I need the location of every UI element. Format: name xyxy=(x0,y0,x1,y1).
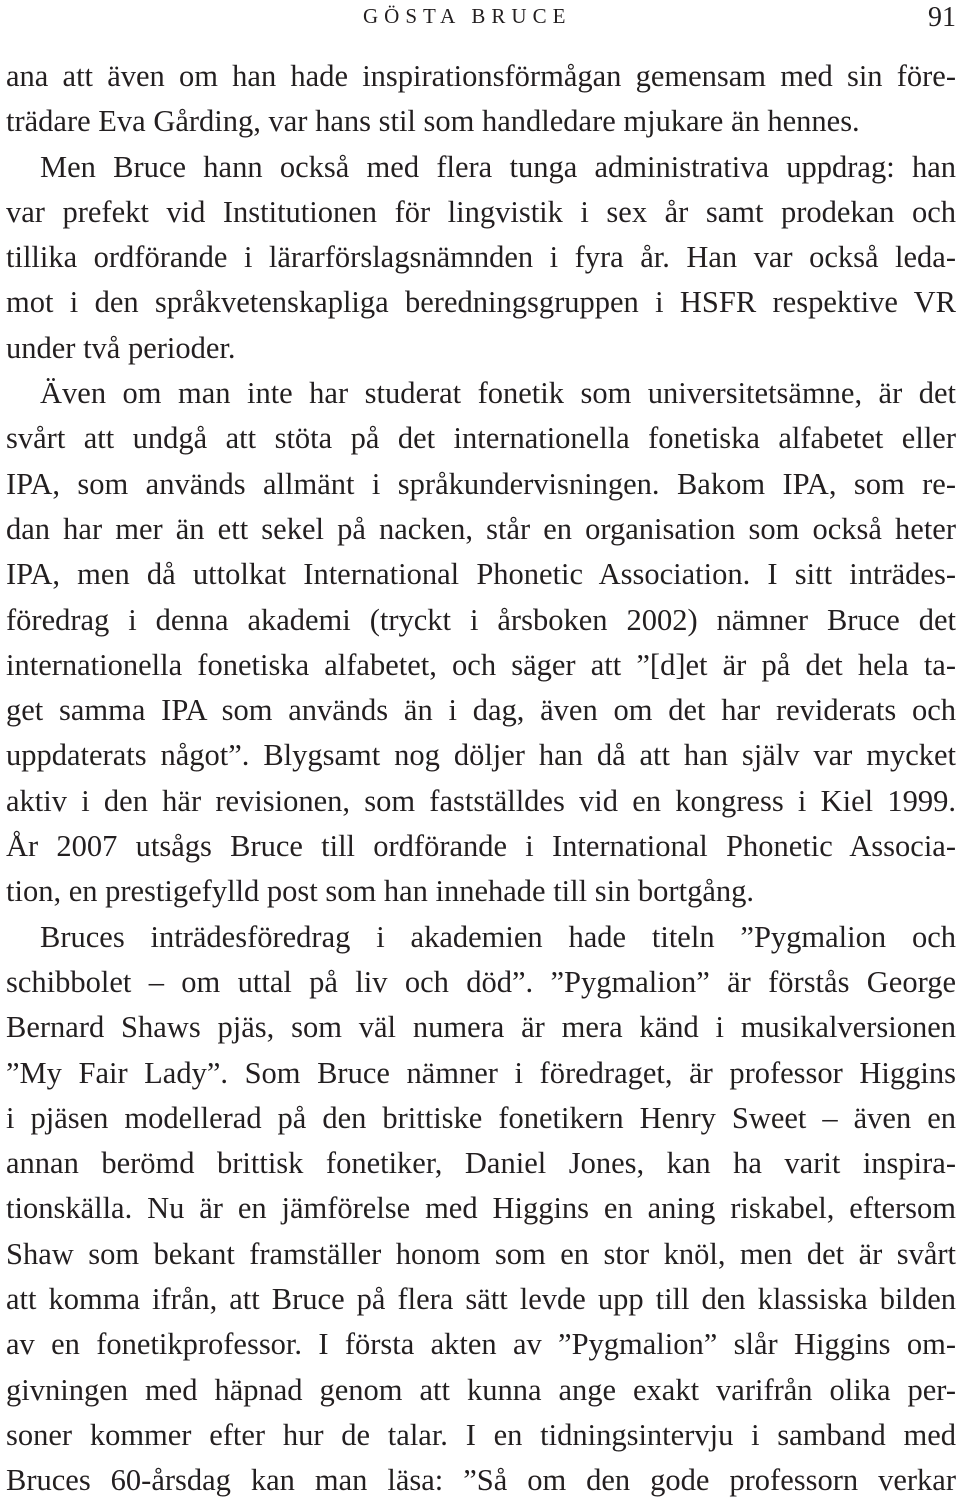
text-line: ”My Fair Lady”. Som Bruce nämner i föredraget, är professor Higgins xyxy=(6,1055,956,1090)
text-line: givningen med häpnad genom att kunna ange exakt varifrån olika per- xyxy=(6,1372,956,1407)
text-line: dan har mer än ett sekel på nacken, står en organisation som också heter xyxy=(6,511,956,546)
running-title: GÖSTA BRUCE xyxy=(363,4,572,28)
text-line: av en fonetikprofessor. I första akten av ”Pygmalion” slår Higgins om- xyxy=(6,1327,956,1362)
text-line: att komma ifrån, att Bruce på flera sätt levde upp till den klassiska bilden xyxy=(6,1282,956,1317)
running-head xyxy=(0,4,956,34)
text-line: soner kommer efter hur de talar. I en tidningsintervju i samband med xyxy=(6,1417,956,1452)
text-line: aktiv i den här revisionen, som fastställdes vid en kongress i Kiel 1999. xyxy=(6,783,956,818)
text-line: Bruces inträdesföredrag i akademien hade titeln ”Pygmalion och xyxy=(40,919,956,954)
text-line: mot i den språkvetenskapliga beredningsgruppen i HSFR respektive VR xyxy=(6,285,956,320)
body-text xyxy=(6,54,956,1504)
text-line: svårt att undgå att stöta på det internationella fonetiska alfabetet eller xyxy=(6,421,956,456)
text-line: År 2007 utsågs Bruce till ordförande i International Phonetic Associa- xyxy=(6,829,956,864)
text-line: Även om man inte har studerat fonetik som universitetsämne, är det xyxy=(40,376,956,411)
text-line: under två perioder. xyxy=(6,330,236,365)
text-line: Bernard Shaws pjäs, som väl numera är mera känd i musikalversionen xyxy=(6,1010,956,1045)
text-line: uppdaterats något”. Blygsamt nog döljer han då att han själv var mycket xyxy=(6,738,956,773)
text-line: schibbolet – om uttal på liv och död”. ”Pygmalion” är förstås George xyxy=(6,964,956,999)
text-line: Shaw som bekant framställer honom som en stor knöl, men det är svårt xyxy=(6,1236,956,1271)
text-line: IPA, men då uttolkat International Phonetic Association. I sitt inträdes- xyxy=(6,557,956,592)
text-line: föredrag i denna akademi (tryckt i årsboken 2002) nämner Bruce det xyxy=(6,602,956,637)
text-line: Bruces 60-årsdag kan man läsa: ”Så om den gode professorn verkar xyxy=(6,1463,956,1498)
text-line: tion, en prestigefylld post som han innehade till sin bortgång. xyxy=(6,874,754,909)
text-line: Men Bruce hann också med flera tunga administrativa uppdrag: han xyxy=(40,149,956,184)
text-line: get samma IPA som används än i dag, även om det har reviderats och xyxy=(6,693,956,728)
text-line: i pjäsen modellerad på den brittiske fonetikern Henry Sweet – även en xyxy=(6,1100,956,1135)
text-line: tionskälla. Nu är en jämförelse med Higgins en aning riskabel, eftersom xyxy=(6,1191,956,1226)
text-line: annan berömd brittisk fonetiker, Daniel Jones, kan ha varit inspira- xyxy=(6,1146,956,1181)
text-line: trädare Eva Gårding, var hans stil som handledare mjukare än hennes. xyxy=(6,104,860,139)
text-line: internationella fonetiska alfabetet, och säger att ”[d]et är på det hela ta- xyxy=(6,647,956,682)
text-line: IPA, som används allmänt i språkundervisningen. Bakom IPA, som re- xyxy=(6,466,956,501)
text-line: ana att även om han hade inspirationsförmågan gemensam med sin före- xyxy=(6,59,956,93)
page-number: 91 xyxy=(928,2,956,33)
text-line: tillika ordförande i lärarförslagsnämnden i fyra år. Han var också leda- xyxy=(6,240,956,275)
text-line: var prefekt vid Institutionen för lingvistik i sex år samt prodekan och xyxy=(6,194,956,229)
